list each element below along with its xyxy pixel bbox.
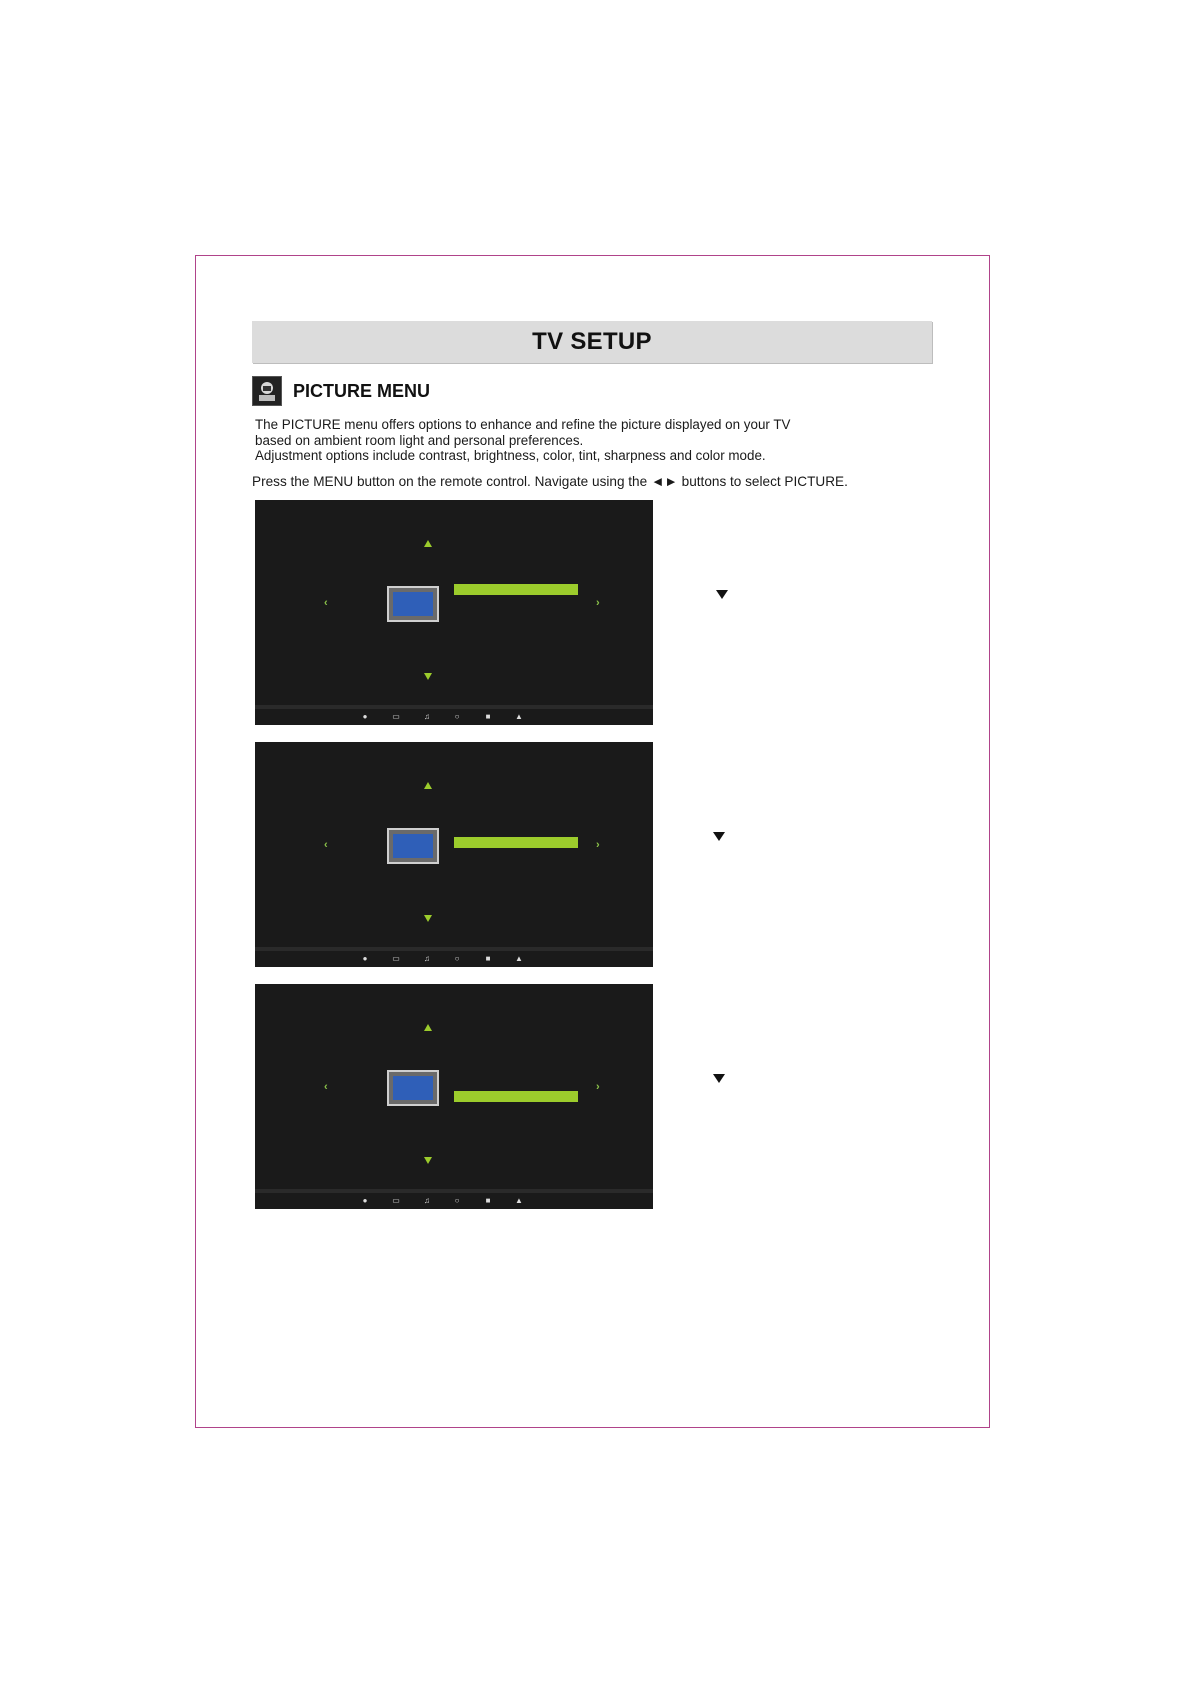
right-chevron-icon: › [596, 597, 600, 609]
picture-icon: ▭ [392, 712, 400, 721]
intro-text [255, 417, 895, 464]
up-arrow-icon [424, 782, 432, 789]
sound-icon: ♫ [424, 712, 430, 721]
instruction-text: Press the MENU button on the remote control. Navigate using the ◄► buttons to select PICTURE. [252, 474, 848, 489]
intro-line: The PICTURE menu offers options to enhance and refine the picture displayed on your TV [255, 417, 791, 432]
time-icon: ○ [454, 712, 460, 721]
selected-item-bar[interactable] [454, 1091, 578, 1102]
intro-line: based on ambient room light and personal preferences. [255, 432, 584, 448]
menu-bar-icons [255, 955, 653, 964]
selected-item-bar[interactable] [454, 584, 578, 595]
down-arrow-icon [424, 1157, 432, 1164]
left-chevron-icon: ‹ [324, 1081, 328, 1093]
left-chevron-icon: ‹ [324, 839, 328, 851]
option-icon: ■ [485, 1196, 491, 1205]
sound-icon: ♫ [424, 954, 430, 963]
lock-icon: ▲ [515, 712, 523, 721]
page-header [252, 321, 932, 363]
down-arrow-icon [424, 673, 432, 680]
setup-icon: ● [362, 1196, 368, 1205]
tv-picture-icon [387, 1070, 439, 1111]
time-icon: ○ [454, 1196, 460, 1205]
picture-menu-icon [252, 376, 282, 406]
section-header [252, 376, 430, 406]
picture-icon: ▭ [392, 1196, 400, 1205]
intro-line: Adjustment options include contrast, brightness, color, tint, sharpness and color mode. [255, 448, 766, 464]
left-chevron-icon: ‹ [324, 597, 328, 609]
time-icon: ○ [454, 954, 460, 963]
tv-picture-icon [387, 828, 439, 869]
down-arrow-icon [424, 915, 432, 922]
picture-icon: ▭ [392, 954, 400, 963]
page-title: TV SETUP [532, 328, 652, 355]
down-arrow-icon [713, 1074, 725, 1083]
tv-picture-icon [387, 586, 439, 627]
lock-icon: ▲ [515, 954, 523, 963]
right-chevron-icon: › [596, 1081, 600, 1093]
setup-icon: ● [362, 954, 368, 963]
menu-bar-band [255, 705, 653, 709]
down-arrow-icon [716, 590, 728, 599]
menu-bar-icons [255, 713, 653, 722]
menu-bar-icons [255, 1197, 653, 1206]
menu-screen-2 [255, 742, 653, 967]
up-arrow-icon [424, 1024, 432, 1031]
right-chevron-icon: › [596, 839, 600, 851]
setup-icon: ● [362, 712, 368, 721]
option-icon: ■ [485, 954, 491, 963]
down-arrow-icon [713, 832, 725, 841]
menu-bar-band [255, 1189, 653, 1193]
up-arrow-icon [424, 540, 432, 547]
menu-screen-1 [255, 500, 653, 725]
selected-item-bar[interactable] [454, 837, 578, 848]
menu-bar-band [255, 947, 653, 951]
option-icon: ■ [485, 712, 491, 721]
menu-screen-3 [255, 984, 653, 1209]
sound-icon: ♫ [424, 1196, 430, 1205]
section-title: PICTURE MENU [293, 380, 431, 401]
lock-icon: ▲ [515, 1196, 523, 1205]
